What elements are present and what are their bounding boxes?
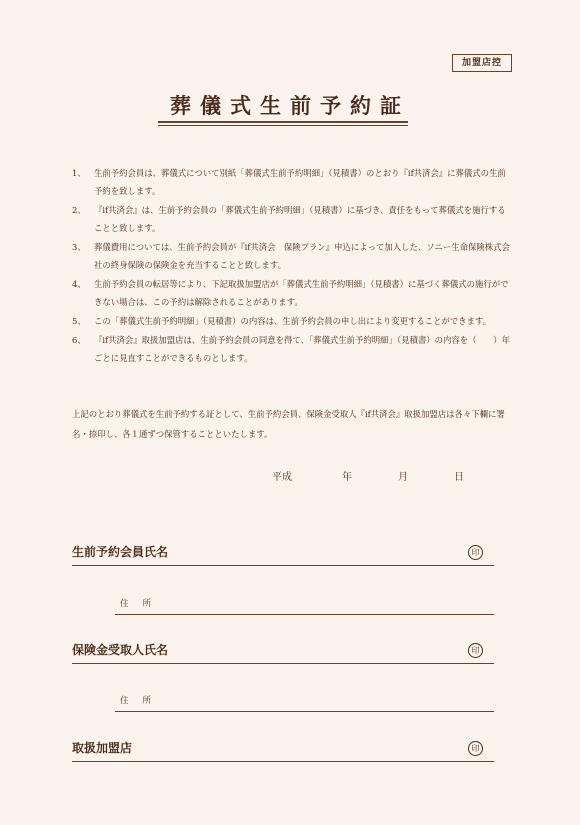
beneficiary-name-label: 保険金受取人氏名: [72, 643, 169, 657]
clause-number: 2、: [72, 205, 86, 215]
clause-text: この「葬儀式生前予約明細」（見積書）の内容は、生前予約会員の申し出により変更することができます。: [94, 316, 492, 326]
clause-item: [72, 312, 512, 330]
store-name-field[interactable]: [72, 761, 494, 762]
clause-text: 生前予約会員は、葬儀式について別紙「葬儀式生前予約明細」（見積書）のとおり『if共済会』に葬儀式の生前予約を致します。: [94, 168, 506, 196]
title-underline: [158, 121, 408, 123]
date-era: 平成: [272, 472, 292, 483]
beneficiary-address-field[interactable]: [115, 711, 494, 712]
document-title: 葬儀式生前予約証: [170, 93, 410, 118]
clause-item: [72, 164, 512, 200]
member-address-field[interactable]: [115, 614, 494, 615]
beneficiary-name-field[interactable]: [72, 663, 494, 664]
clause-item: [72, 238, 512, 274]
clause-number: 1、: [72, 168, 86, 178]
clause-text: 『if共済会』取扱加盟店は、生前予約会員の同意を得て、「葬儀式生前予約明細」（見積書）の内容を（ ）年ごとに見直すことができるものとします。: [94, 335, 510, 363]
beneficiary-address-label: 住所: [120, 696, 166, 706]
clause-number: 4、: [72, 279, 86, 289]
title-underline-thin: [158, 125, 408, 126]
clause-text: 『if共済会』は、生前予約会員の「葬儀式生前予約明細」（見積書）に基づき、責任をもって葬儀式を施行することと致します。: [94, 205, 506, 233]
clause-item: [72, 331, 512, 367]
member-name-field[interactable]: [72, 565, 494, 566]
copy-type-tag: 加盟店控: [452, 54, 512, 72]
seal-mark-icon: 印: [468, 545, 483, 560]
clause-number: 3、: [72, 242, 86, 252]
seal-mark-icon: 印: [468, 741, 483, 756]
clause-text: 生前予約会員の転居等により、下記取扱加盟店が「葬儀式生前予約明細」（見積書）に基づく葬儀式の施行ができない場合は、この予約は解除されることがあります。: [94, 279, 509, 307]
member-name-label: 生前予約会員氏名: [72, 545, 169, 559]
seal-mark-icon: 印: [468, 643, 483, 658]
date-month-label: 月: [398, 472, 408, 483]
clause-number: 6、: [72, 335, 86, 345]
clause-number: 5、: [72, 316, 86, 326]
member-address-label: 住所: [120, 599, 166, 609]
clause-item: [72, 201, 512, 237]
clause-item: [72, 275, 512, 311]
date-year-label: 年: [342, 472, 352, 483]
attestation-paragraph: 上記のとおり葬儀式を生前予約する証として、生前予約会員、保険金受取人『if共済会』取扱加盟店は各々下欄に署名・捺印し、各１通ずつ保管することといたします。: [72, 409, 505, 439]
clause-text: 葬儀費用については、生前予約会員が『if共済会 保険プラン』申込によって加入した、ソニー生命保険株式会社の終身保険の保険金を充当することと致します。: [94, 242, 510, 270]
date-day-label: 日: [454, 472, 464, 483]
store-label: 取扱加盟店: [72, 741, 133, 755]
clause-list: [72, 164, 512, 368]
